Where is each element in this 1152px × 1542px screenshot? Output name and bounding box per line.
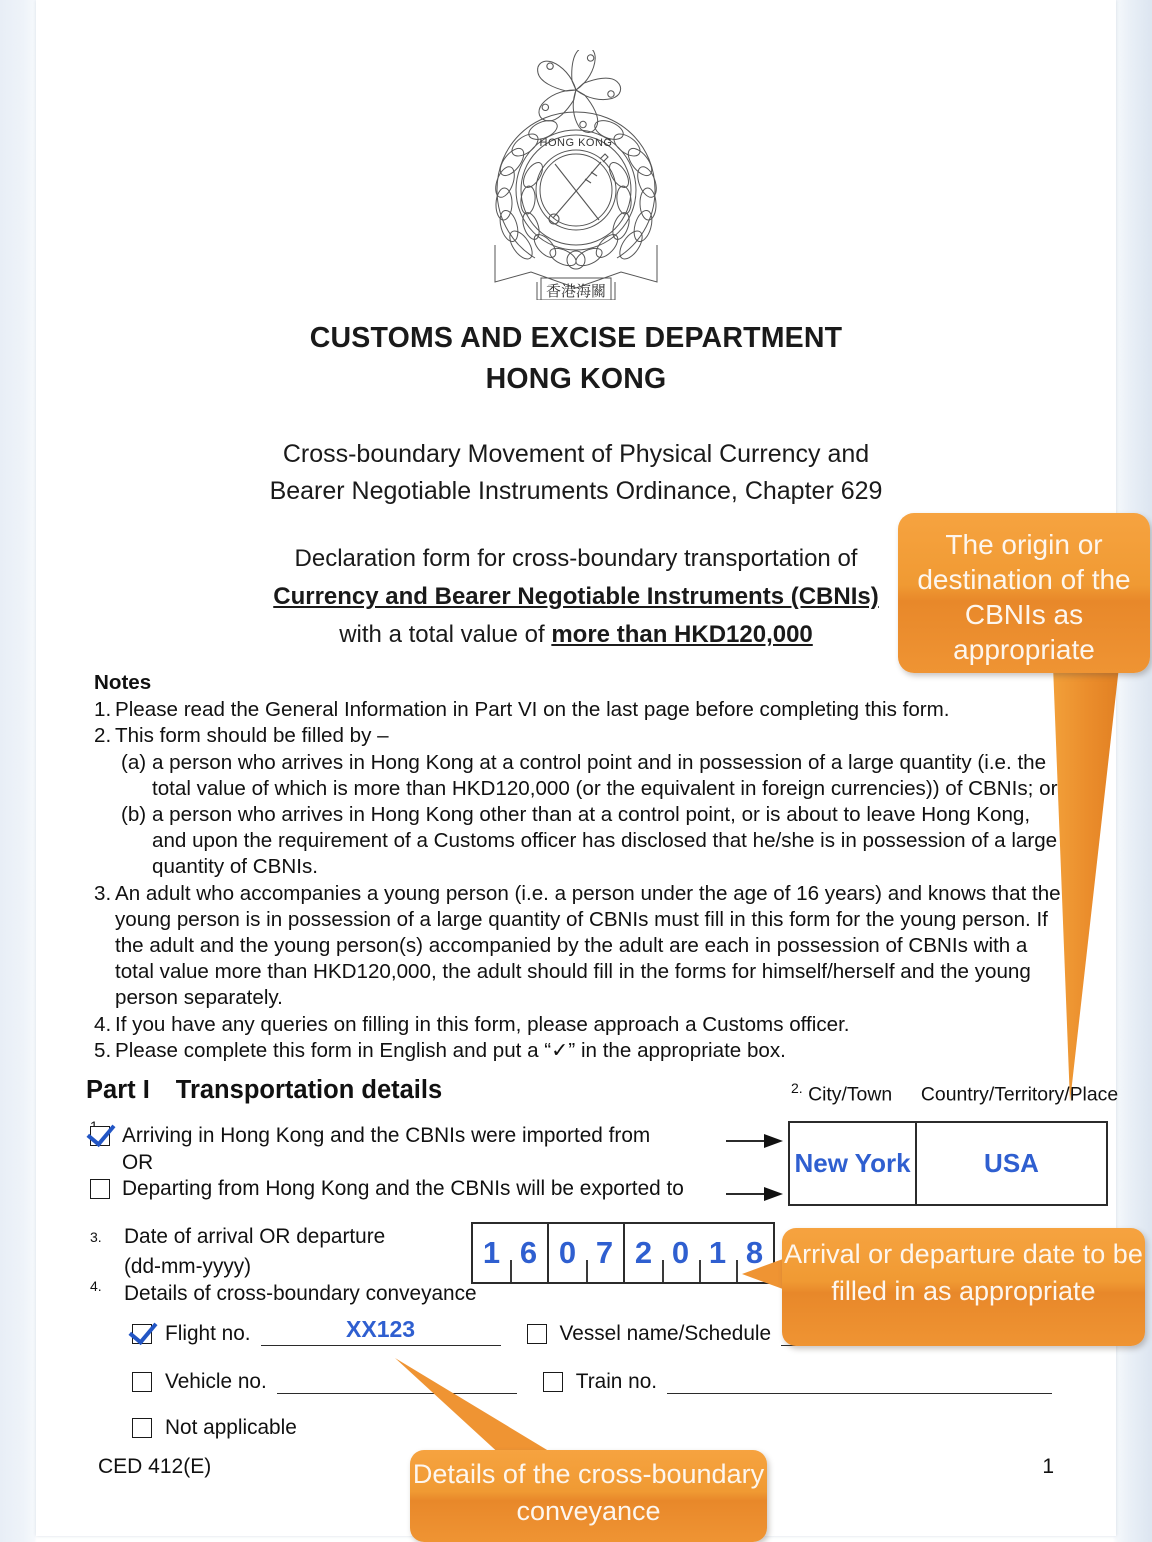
- conveyance-row-3: [132, 1416, 1112, 1440]
- conveyance-row-2: [132, 1368, 1112, 1394]
- departing-option-label: Departing from Hong Kong and the CBNIs will be exported to: [122, 1177, 684, 1200]
- page-title: [36, 318, 1116, 400]
- note-text: An adult who accompanies a young person (i.e. a person under the age of 16 years) and knows that the young person is in possession of a large quantity of CBNIs must fill in this form for the young person. If the adult and the young person(s) accompanied by the adult are each in possession of CBNIs with a total value more than HKD120,000, the adult should fill in the forms for himself/herself and the young person separately.: [115, 881, 1061, 1010]
- note-subitem-label: (a): [121, 750, 147, 774]
- note-item: [94, 697, 1069, 723]
- ordinance-line-1: Cross-boundary Movement of Physical Currency and: [282, 440, 870, 468]
- date-digit[interactable]: 0: [662, 1224, 699, 1282]
- departing-option-row[interactable]: [90, 1177, 790, 1201]
- item-2-index: 2.: [791, 1080, 803, 1096]
- origin-callout-tail: [1030, 640, 1150, 1110]
- city-town-input[interactable]: New York: [790, 1123, 917, 1204]
- date-digit[interactable]: 7: [586, 1224, 623, 1282]
- declaration-line-3-prefix: with a total value of: [339, 621, 552, 648]
- date-label-line-1: Date of arrival OR departure: [124, 1225, 386, 1248]
- declaration-threshold: more than HKD120,000: [551, 621, 813, 648]
- arriving-arrow-icon: [726, 1134, 786, 1148]
- hk-customs-crest: [36, 50, 1116, 300]
- not-applicable-label: Not applicable: [165, 1416, 297, 1439]
- crest-icon: [471, 50, 681, 300]
- note-item: [94, 1012, 1069, 1038]
- country-input[interactable]: USA: [984, 1148, 1039, 1178]
- country-column-header: Country/Territory/Place: [920, 1083, 1119, 1106]
- vessel-name-label: Vessel name/Schedule: [559, 1322, 772, 1345]
- callout-conveyance: Details of the cross-boundary conveyance: [410, 1450, 767, 1542]
- note-subitem: [121, 750, 1069, 802]
- arriving-option-label: Arriving in Hong Kong and the CBNIs were imported from: [122, 1124, 651, 1147]
- item-4-index: 4.: [90, 1278, 102, 1294]
- callout-date: Arrival or departure date to be filled in as appropriate: [782, 1228, 1145, 1346]
- notes-heading: Notes: [94, 671, 152, 694]
- note-text: Please complete this form in English and put a “✓” in the appropriate box.: [115, 1038, 786, 1062]
- note-text: This form should be filled by –: [115, 724, 389, 748]
- date-digit[interactable]: 6: [510, 1224, 547, 1282]
- note-item: [94, 723, 1069, 749]
- flight-no-checkbox[interactable]: [132, 1324, 152, 1344]
- note-subitem-text: a person who arrives in Hong Kong other than at a control point, or is about to leave Hong Kong, and upon the requirement of a Customs officer has disclosed that he/she is in possession of a large quantity of CBNIs.: [152, 803, 1058, 879]
- date-digit[interactable]: 1: [482, 1235, 501, 1270]
- note-number: 1.: [94, 698, 112, 722]
- date-day-group[interactable]: [473, 1224, 547, 1282]
- vehicle-no-checkbox[interactable]: [132, 1372, 152, 1392]
- train-no-field[interactable]: [543, 1368, 1052, 1394]
- declaration-line-1: Declaration form for cross-boundary transportation of: [294, 545, 858, 572]
- or-separator: OR: [122, 1151, 154, 1174]
- not-applicable-field[interactable]: [132, 1416, 307, 1440]
- transport-direction-group: [90, 1124, 790, 1201]
- city-town-column-header: City/Town: [808, 1083, 893, 1106]
- page-number: 1: [1042, 1455, 1054, 1478]
- not-applicable-checkbox[interactable]: [132, 1418, 152, 1438]
- date-digit[interactable]: 2: [634, 1235, 653, 1270]
- part-1-label: Part I: [86, 1076, 150, 1104]
- note-subitem: [121, 802, 1069, 881]
- callout-origin: The origin or destination of the CBNIs as appropriate: [898, 513, 1150, 673]
- date-digit[interactable]: 1: [699, 1224, 736, 1282]
- location-input-table: [788, 1121, 1108, 1206]
- note-subitem-label: (b): [121, 803, 147, 827]
- ordinance-line-2: Bearer Negotiable Instruments Ordinance, Chapter 629: [269, 477, 883, 505]
- note-text: Please read the General Information in Part VI on the last page before completing this form.: [115, 698, 950, 722]
- note-number: 5.: [94, 1038, 112, 1062]
- conveyance-label: Details of cross-boundary conveyance: [124, 1282, 477, 1305]
- date-label-line-2: (dd-mm-yyyy): [124, 1255, 252, 1278]
- ordinance-subtitle: [36, 436, 1116, 510]
- department-title-line1: CUSTOMS AND EXCISE DEPARTMENT: [309, 322, 843, 354]
- date-digit[interactable]: 8: [736, 1224, 773, 1282]
- flight-no-value: XX123: [346, 1316, 416, 1342]
- arriving-checkbox[interactable]: [90, 1126, 110, 1146]
- notes-section: [94, 670, 1069, 1064]
- date-month-group[interactable]: [547, 1224, 623, 1282]
- crest-label-top: HONG KONG: [539, 137, 613, 149]
- date-digit[interactable]: 0: [558, 1235, 577, 1270]
- note-number: 4.: [94, 1012, 112, 1036]
- department-title-line2: HONG KONG: [485, 363, 667, 395]
- train-no-label: Train no.: [575, 1370, 658, 1393]
- note-number: 3.: [94, 881, 112, 905]
- date-input-boxes[interactable]: [471, 1222, 775, 1284]
- arriving-option-row[interactable]: [90, 1124, 790, 1148]
- note-item: [94, 1038, 1069, 1064]
- note-number: 2.: [94, 724, 112, 748]
- form-code: CED 412(E): [98, 1455, 212, 1478]
- crest-ribbon-chinese: 香港海關: [545, 283, 607, 300]
- part-1-title: Transportation details: [175, 1076, 443, 1104]
- item-3-index: 3.: [90, 1229, 102, 1245]
- vehicle-no-label: Vehicle no.: [165, 1370, 267, 1393]
- conveyance-heading: [90, 1278, 477, 1306]
- date-field-group: [90, 1222, 385, 1282]
- note-subitem-text: a person who arrives in Hong Kong at a control point and in possession of a large quantity (i.e. the total value of which is more than HKD120,000 (or the equivalent in foreign currencies)) of CBNIs; or: [152, 750, 1058, 800]
- departing-arrow-icon: [726, 1187, 786, 1201]
- declaration-line-2: Currency and Bearer Negotiable Instruments (CBNIs): [273, 583, 879, 610]
- note-item: [94, 881, 1069, 1012]
- flight-no-label: Flight no.: [165, 1322, 251, 1345]
- departing-checkbox[interactable]: [90, 1179, 110, 1199]
- train-no-input[interactable]: [667, 1368, 1052, 1394]
- part-1-heading: [86, 1076, 442, 1105]
- note-text: If you have any queries on filling in this form, please approach a Customs officer.: [115, 1012, 850, 1036]
